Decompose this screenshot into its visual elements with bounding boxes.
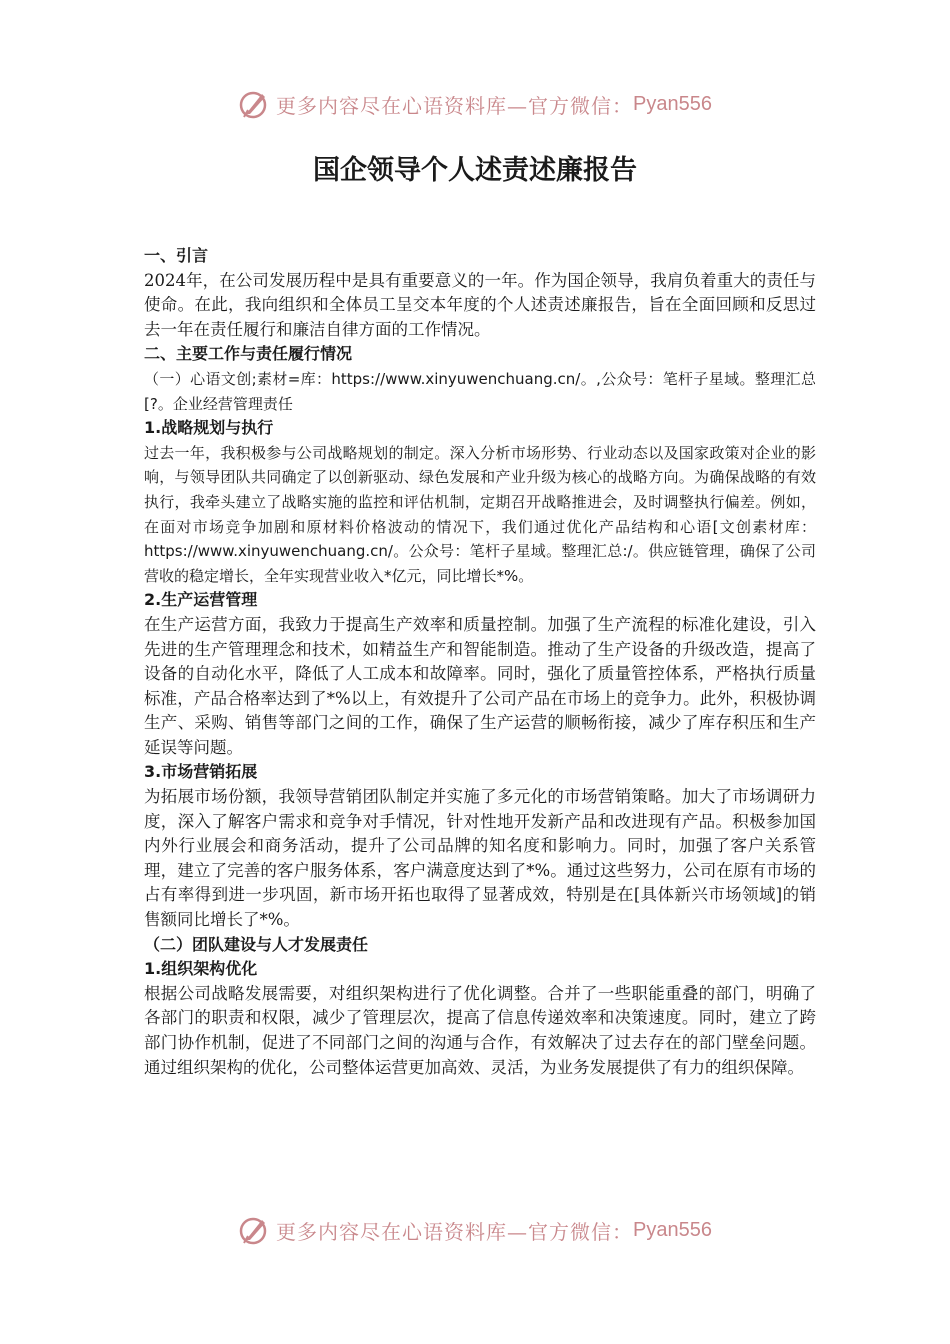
quill-logo-icon (238, 1214, 270, 1246)
paragraph-strategy: 过去一年，我积极参与公司战略规划的制定。深入分析市场形势、行业动态以及国家政策对企业的影响，与领导团队共同确定了以创新驱动、绿色发展和产业升级为核心的战略方向。为确保战略的有效执行，我牵头建立了战略实施的监控和评估机制，定期召开战略推进会，及时调整执行偏差。例如，在面对市场竞争加剧和原材料价格波动的情况下，我们通过优化产品结构和心语[文创素材库：https://www.xinyuwenchuang.cn/。公众号：笔杆子星域。整理汇总:/。供应链管理，确保了公司营收的稳定增长，全年实现营业收入*亿元，同比增长*%。 (144, 443, 816, 585)
paragraph-production: 在生产运营方面，我致力于提高生产效率和质量控制。加强了生产流程的标准化建设，引入先进的生产管理理念和技术，如精益生产和智能制造。推动了生产设备的升级改造，提高了设备的自动化水平，降低了人工成本和故障率。同时，强化了质量管控体系，严格执行质量标准，产品合格率达到了*%以上，有效提升了公司产品在市场上的竞争力。此外，积极协调生产、采购、销售等部门之间的工作，确保了生产运营的顺畅衔接，减少了库存积压和生产延误等问题。 (144, 614, 816, 757)
document-body (144, 244, 816, 1080)
item-heading-strategy: 1.战略规划与执行 (144, 418, 274, 438)
banner-text: 更多内容尽在心语资料库—官方微信： (276, 1219, 634, 1244)
paragraph-intro: 2024年，在公司发展历程中是具有重要意义的一年。作为国企领导，我肩负着重大的责任与使命。在此，我向组织和全体员工呈交本年度的个人述责述廉报告，旨在全面回顾和反思过去一年在责任履行和廉洁自律方面的工作情况。 (144, 270, 816, 339)
subsection-heading-2: （二）团队建设与人才发展责任 (144, 934, 369, 954)
banner-wechat-id: Pyan556 (633, 92, 712, 115)
section-heading-main: 二、主要工作与责任履行情况 (144, 344, 353, 364)
banner-wechat-id: Pyan556 (633, 1218, 712, 1241)
quill-logo-icon (238, 88, 270, 120)
paragraph-organization: 根据公司战略发展需要，对组织架构进行了优化调整。合并了一些职能重叠的部门，明确了各部门的职责和权限，减少了管理层次，提高了信息传递效率和决策速度。同时，建立了跨部门协作机制，促进了不同部门之间的沟通与合作，有效解决了过去存在的部门壁垒问题。通过组织架构的优化，公司整体运营更加高效、灵活，为业务发展提供了有力的组织保障。 (144, 983, 816, 1077)
subsection-heading-1: （一）心语文创;素材=库：https://www.xinyuwenchuang.cn/。,公众号：笔杆子星域。整理汇总[?。企业经营管理责任 (144, 369, 816, 413)
banner-text: 更多内容尽在心语资料库—官方微信： (276, 93, 634, 118)
paragraph-marketing: 为拓展市场份额，我领导营销团队制定并实施了多元化的市场营销策略。加大了市场调研力度，深入了解客户需求和竞争对手情况，针对性地开发新产品和改进现有产品。积极参加国内外行业展会和商务活动，提升了公司品牌的知名度和影响力。同时，加强了客户关系管理，建立了完善的客户服务体系，客户满意度达到了*%。通过这些努力，公司在原有市场的占有率得到进一步巩固，新市场开拓也取得了显著成效，特别是在[具体新兴市场领域]的销售额同比增长了*%。 (144, 787, 816, 930)
section-heading-intro: 一、引言 (144, 246, 209, 265)
item-heading-marketing: 3.市场营销拓展 (144, 762, 258, 782)
item-heading-organization: 1.组织架构优化 (144, 959, 258, 979)
document-title: 国企领导个人述责述廉报告 (313, 155, 637, 186)
item-heading-production: 2.生产运营管理 (144, 590, 258, 610)
header-watermark-banner (0, 84, 950, 124)
footer-watermark-banner (0, 1210, 950, 1250)
